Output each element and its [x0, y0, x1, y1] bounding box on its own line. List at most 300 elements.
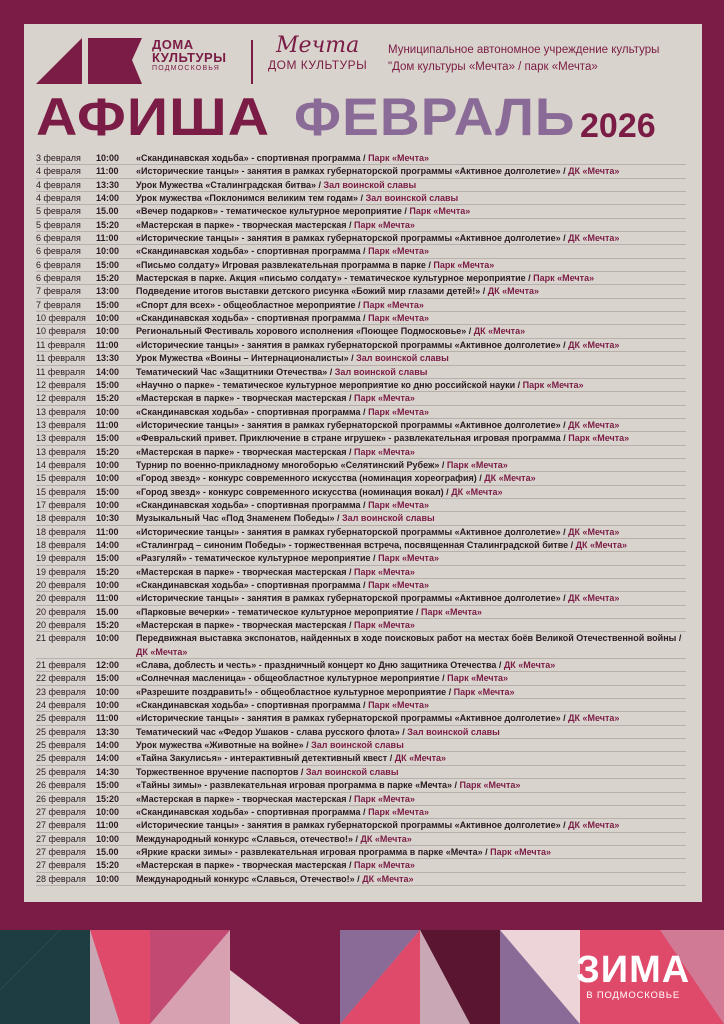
event-title: «Спорт для всех» - общеобластное мероприятие / — [136, 299, 361, 310]
event-place: ДК «Мечта» — [568, 820, 620, 831]
event-title: «Тайна Закулисья» - интерактивный детективный квест / — [136, 753, 393, 764]
event-row — [36, 165, 686, 178]
event-date: 27 февраля — [36, 846, 86, 857]
event-title: «Мастерская в парке» - творческая мастерская / — [136, 793, 352, 804]
event-description — [136, 712, 686, 724]
event-row — [36, 699, 686, 712]
event-date: 24 февраля — [36, 700, 86, 711]
event-date: 7 февраля — [36, 299, 81, 310]
event-time: 13:30 — [96, 179, 120, 190]
event-title: Урок мужества «Поклонимся великим тем годам» / — [136, 193, 364, 204]
event-description — [136, 352, 686, 364]
event-place: Парк «Мечта» — [453, 686, 515, 697]
event-place: Парк «Мечта» — [433, 259, 495, 270]
event-description — [136, 659, 686, 671]
event-time: 14:00 — [96, 539, 120, 550]
event-time: 10:00 — [96, 499, 120, 510]
mechta-logo — [268, 34, 367, 72]
event-time: 11:00 — [96, 233, 119, 244]
org-name — [388, 42, 688, 76]
event-description — [136, 686, 686, 698]
event-time: 15:00 — [96, 486, 120, 497]
event-place: Парк «Мечта» — [368, 806, 429, 817]
event-description — [136, 432, 686, 444]
event-time: 15:00 — [96, 259, 120, 270]
event-place: Зал воинской славы — [356, 353, 449, 364]
event-time: 13:00 — [96, 286, 120, 297]
event-date: 27 февраля — [36, 833, 86, 844]
event-title: Урок Мужества «Воины – Интернационалисты» / — [136, 353, 354, 364]
event-description — [136, 179, 686, 191]
event-row — [36, 285, 686, 298]
event-description — [136, 259, 686, 271]
event-time: 15:20 — [96, 393, 120, 404]
org-line2: "Дом культуры «Мечта» / парк «Мечта» — [388, 61, 598, 73]
event-row — [36, 392, 686, 405]
event-title: «Скандинавская ходьба» - спортивная программа / — [136, 153, 366, 163]
event-place: Парк «Мечта» — [522, 379, 584, 390]
event-description — [136, 552, 686, 564]
event-date: 25 февраля — [36, 713, 86, 724]
event-row — [36, 446, 686, 459]
event-date: 25 февраля — [36, 740, 86, 751]
org-line1: Муниципальное автономное учреждение культуры — [388, 44, 660, 56]
dk-line2: КУЛЬТУРЫ — [152, 50, 227, 65]
event-date: 18 февраля — [36, 526, 86, 537]
event-row — [36, 619, 686, 632]
event-title: Музыкальный Час «Под Знаменем Победы» / — [136, 513, 340, 524]
event-description — [136, 152, 686, 164]
event-date: 20 февраля — [36, 580, 86, 590]
event-title: «Разрешите поздравить!» - общеобластное культурное мероприятие / — [136, 686, 452, 697]
event-date: 11 февраля — [36, 353, 86, 364]
event-date: 12 февраля — [36, 379, 86, 390]
event-title: «Скандинавская ходьба» - спортивная программа / — [136, 246, 366, 257]
event-row — [36, 712, 686, 725]
event-title: «Исторические танцы» - занятия в рамках губернаторской программы «Активное долголетие» / — [136, 713, 566, 724]
event-time: 10:00 — [96, 473, 120, 484]
event-row — [36, 566, 686, 579]
event-place: Парк «Мечта» — [447, 673, 509, 684]
event-time: 10:00 — [96, 806, 120, 817]
event-row — [36, 459, 686, 472]
event-description — [136, 299, 686, 311]
event-place: Зал воинской славы — [342, 513, 435, 524]
dk-line3: ПОДМОСКОВЬЯ — [152, 65, 221, 72]
event-title: Подведение итогов выставки детского рисунка «Божий мир глазами детей!» / — [136, 286, 486, 297]
event-time: 10:00 — [96, 313, 120, 324]
event-time: 15.00 — [96, 606, 119, 617]
event-time: 14:00 — [96, 366, 120, 377]
event-time: 13:30 — [96, 726, 120, 737]
event-row — [36, 686, 686, 699]
event-description — [136, 806, 686, 818]
event-description — [136, 739, 686, 751]
event-date: 21 февраля — [36, 633, 86, 644]
event-date: 13 февраля — [36, 406, 86, 417]
event-date: 27 февраля — [36, 820, 86, 831]
event-row — [36, 819, 686, 832]
event-title: Тематический час «Федор Ушаков - слава русского флота» / — [136, 726, 405, 737]
event-time: 11:00 — [96, 166, 119, 177]
event-description — [136, 232, 686, 244]
event-title: Урок Мужества «Сталинградская битва» / — [136, 179, 321, 190]
event-place: Зал воинской славы — [323, 179, 417, 190]
event-title: «Научно о парке» - тематическое культурное мероприятие ко дню российской науки / — [136, 379, 521, 390]
event-place: Парк «Мечта» — [490, 846, 552, 857]
event-time: 10:00 — [96, 833, 120, 844]
event-place: Зал воинской славы — [365, 193, 459, 204]
event-place: ДК «Мечта» — [568, 713, 620, 724]
event-title: «Скандинавская ходьба» - спортивная программа / — [136, 580, 366, 590]
event-date: 19 февраля — [36, 553, 86, 564]
event-place: ДК «Мечта» — [503, 660, 556, 671]
event-description — [136, 579, 686, 591]
event-row — [36, 352, 686, 365]
event-place: ДК «Мечта» — [568, 166, 620, 177]
event-row — [36, 659, 686, 672]
event-date: 18 февраля — [36, 513, 86, 524]
event-date: 25 февраля — [36, 753, 86, 764]
event-time: 11:00 — [96, 820, 119, 831]
event-description — [136, 766, 686, 778]
event-date: 25 февраля — [36, 766, 86, 777]
event-place: ДК «Мечта» — [484, 473, 536, 484]
event-time: 11:00 — [96, 526, 119, 537]
event-date: 15 февраля — [36, 486, 86, 497]
event-description — [136, 245, 686, 257]
event-time: 10:00 — [96, 686, 120, 697]
mechta-sub: ДОМ КУЛЬТУРЫ — [268, 58, 368, 72]
event-time: 12:00 — [96, 660, 120, 671]
event-description — [136, 285, 686, 297]
title-year: 2026 — [580, 107, 656, 145]
event-description — [136, 632, 686, 658]
event-title: «Парковые вечерки» - тематическое культурное мероприятие / — [136, 606, 419, 617]
event-place: Парк «Мечта» — [533, 273, 595, 284]
event-row — [36, 205, 686, 218]
event-place: Парк «Мечта» — [354, 566, 415, 577]
event-row — [36, 272, 686, 285]
event-place: ДК «Мечта» — [451, 486, 503, 497]
event-place: Зал воинской славы — [311, 740, 404, 751]
event-row — [36, 152, 686, 165]
event-time: 15:00 — [96, 379, 120, 390]
event-description — [136, 312, 686, 324]
event-description — [136, 339, 686, 351]
event-date: 3 февраля — [36, 153, 81, 163]
event-row — [36, 419, 686, 432]
event-time: 14:00 — [96, 753, 120, 764]
event-title: «Исторические танцы» - занятия в рамках губернаторской программы «Активное долголетие» / — [136, 419, 566, 430]
event-row — [36, 672, 686, 685]
event-description — [136, 726, 686, 738]
event-title: Региональный Фестиваль хорового исполнения «Поющее Подмосковье» / — [136, 326, 472, 337]
event-place: ДК «Мечта» — [568, 339, 620, 350]
event-description — [136, 379, 686, 391]
event-description — [136, 325, 686, 337]
title-afisha: АФИША — [36, 88, 271, 147]
event-title: «Тайны зимы» - развлекательная игровая программа в парке «Мечта» / — [136, 780, 458, 791]
event-title: Тематический Час «Защитники Отечества» / — [136, 366, 333, 377]
event-date: 19 февраля — [36, 566, 86, 577]
event-date: 5 февраля — [36, 219, 81, 230]
event-date: 13 февраля — [36, 419, 86, 430]
event-title: «Яркие краски зимы» - развлекательная игровая программа в парке «Мечта» / — [136, 846, 488, 857]
event-time: 15:20 — [96, 566, 120, 577]
event-title: «Мастерская в парке» - творческая мастерская / — [136, 219, 352, 230]
event-row — [36, 379, 686, 392]
event-title: «Вечер подарков» - тематическое культурное мероприятие / — [136, 206, 407, 217]
event-row — [36, 486, 686, 499]
event-place: Парк «Мечта» — [378, 553, 439, 564]
event-row — [36, 793, 686, 806]
event-date: 13 февраля — [36, 433, 86, 444]
event-date: 11 февраля — [36, 339, 86, 350]
event-description — [136, 446, 686, 458]
event-time: 10:00 — [96, 700, 120, 711]
event-row — [36, 472, 686, 485]
event-row — [36, 739, 686, 752]
event-description — [136, 566, 686, 578]
event-date: 18 февраля — [36, 539, 86, 550]
event-time: 10:00 — [96, 580, 120, 590]
event-description — [136, 752, 686, 764]
dk-brand — [152, 38, 226, 74]
event-date: 15 февраля — [36, 473, 86, 484]
event-row — [36, 552, 686, 565]
event-title: «Сталинград – синоним Победы» - торжественная встреча, посвященная Сталинградской битве / — [136, 539, 574, 550]
event-date: 28 февраля — [36, 873, 86, 884]
event-row — [36, 406, 686, 419]
dk-logo-icon — [36, 38, 142, 84]
brand-title: ЗИМА — [576, 949, 691, 991]
event-place: ДК «Мечта» — [568, 419, 620, 430]
event-title: «Исторические танцы» - занятия в рамках губернаторской программы «Активное долголетие» / — [136, 233, 566, 244]
event-row — [36, 846, 686, 859]
event-description — [136, 873, 686, 885]
event-date: 10 февраля — [36, 313, 86, 324]
event-place: Парк «Мечта» — [354, 446, 415, 457]
event-place: Парк «Мечта» — [409, 206, 471, 217]
event-title: Урок мужества «Животные на войне» / — [136, 740, 309, 751]
event-title: «Мастерская в парке» - творческая мастерская / — [136, 620, 352, 631]
event-title: «Мастерская в парке» - творческая мастерская / — [136, 860, 352, 871]
event-description — [136, 833, 686, 845]
event-place: Зал воинской славы — [305, 766, 399, 777]
event-date: 12 февраля — [36, 393, 86, 404]
event-row — [36, 339, 686, 352]
event-row — [36, 859, 686, 872]
event-time: 11:00 — [96, 339, 119, 350]
event-title: Передвижная выставка экспонатов, найденных в ходе поисковых работ на местах боёв Великой Отечественной войны / — [136, 633, 682, 644]
event-description — [136, 205, 686, 217]
event-title: «Исторические танцы» - занятия в рамках губернаторской программы «Активное долголетие» / — [136, 593, 566, 604]
event-title: «Письмо солдату» Игровая развлекательная программа в парке / — [136, 259, 431, 270]
event-title: «Скандинавская ходьба» - спортивная программа / — [136, 806, 366, 817]
event-time: 15:20 — [96, 793, 120, 804]
event-time: 11:00 — [96, 419, 119, 430]
event-title: «Мастерская в парке» - творческая мастерская / — [136, 393, 352, 404]
event-time: 14:00 — [96, 740, 120, 751]
title-month: ФЕВРАЛЬ — [294, 88, 576, 147]
event-row — [36, 779, 686, 792]
header-divider — [251, 40, 253, 84]
event-list — [36, 152, 686, 886]
event-title: Международный конкурс «Славься, Отечество!» / — [136, 873, 360, 884]
event-title: «Мастерская в парке» - творческая мастерская / — [136, 446, 352, 457]
event-row — [36, 539, 686, 552]
event-row — [36, 232, 686, 245]
event-title: «Слава, доблесть и честь» - праздничный концерт ко Дню защитника Отечества / — [136, 660, 502, 671]
winter-brand — [576, 950, 690, 1002]
event-place: Парк «Мечта» — [420, 606, 482, 617]
event-date: 17 февраля — [36, 499, 86, 510]
event-row — [36, 606, 686, 619]
event-title: «Исторические танцы» - занятия в рамках губернаторской программы «Активное долголетие» / — [136, 166, 566, 177]
event-time: 13:30 — [96, 353, 120, 364]
event-title: «Исторические танцы» - занятия в рамках губернаторской программы «Активное долголетие» / — [136, 526, 566, 537]
event-time: 10:00 — [96, 246, 120, 257]
event-description — [136, 392, 686, 404]
event-place: ДК «Мечта» — [568, 233, 620, 244]
event-title: «Мастерская в парке» - творческая мастерская / — [136, 566, 352, 577]
event-row — [36, 325, 686, 338]
event-title: «Разгуляй» - тематическое культурное мероприятие / — [136, 553, 376, 564]
event-time: 10:00 — [96, 873, 120, 884]
event-place: Парк «Мечта» — [568, 433, 630, 444]
event-time: 14:00 — [96, 193, 120, 204]
event-row — [36, 873, 686, 886]
event-place: Парк «Мечта» — [354, 393, 415, 404]
event-place: Парк «Мечта» — [446, 459, 508, 470]
event-description — [136, 499, 686, 511]
event-description — [136, 819, 686, 831]
event-date: 6 февраля — [36, 259, 81, 270]
brand-sub: В ПОДМОСКОВЬЕ — [586, 990, 680, 1001]
event-time: 15:20 — [96, 860, 120, 871]
event-row — [36, 299, 686, 312]
event-time: 10:00 — [96, 406, 120, 417]
event-place: ДК «Мечта» — [568, 593, 620, 604]
event-description — [136, 619, 686, 631]
event-description — [136, 672, 686, 684]
event-date: 25 февраля — [36, 726, 86, 737]
event-title: «Скандинавская ходьба» - спортивная программа / — [136, 313, 366, 324]
event-place: Парк «Мечта» — [354, 219, 415, 230]
event-place: Зал воинской славы — [334, 366, 428, 377]
event-date: 14 февраля — [36, 459, 86, 470]
event-description — [136, 272, 686, 284]
event-row — [36, 432, 686, 445]
event-date: 23 февраля — [36, 686, 86, 697]
event-row — [36, 179, 686, 192]
event-time: 15:20 — [96, 219, 120, 230]
event-place: Парк «Мечта» — [368, 153, 429, 163]
event-place: Парк «Мечта» — [459, 780, 521, 791]
event-time: 15:00 — [96, 433, 120, 444]
event-description — [136, 779, 686, 791]
event-row — [36, 592, 686, 605]
event-place: ДК «Мечта» — [362, 873, 414, 884]
event-row — [36, 219, 686, 232]
event-description — [136, 486, 686, 498]
event-place: Парк «Мечта» — [368, 246, 429, 257]
event-place: ДК «Мечта» — [487, 286, 540, 297]
event-time: 10:30 — [96, 513, 120, 524]
event-date: 27 февраля — [36, 806, 86, 817]
event-date: 20 февраля — [36, 620, 86, 631]
event-title: «Исторические танцы» - занятия в рамках губернаторской программы «Активное долголетие» / — [136, 820, 566, 831]
event-row — [36, 499, 686, 512]
event-title: «Скандинавская ходьба» - спортивная программа / — [136, 406, 366, 417]
event-date: 7 февраля — [36, 286, 81, 297]
event-row — [36, 752, 686, 765]
event-time: 15.00 — [96, 206, 119, 217]
event-place: Парк «Мечта» — [363, 299, 424, 310]
event-date: 20 февраля — [36, 593, 86, 604]
event-title: Турнир по военно-прикладному многоборью «Селятинский Рубеж» / — [136, 459, 445, 470]
event-place: Парк «Мечта» — [354, 793, 415, 804]
event-place: ДК «Мечта» — [136, 646, 188, 657]
event-time: 15:00 — [96, 780, 120, 791]
event-date: 27 февраля — [36, 860, 86, 871]
event-date: 4 февраля — [36, 193, 81, 204]
event-description — [136, 165, 686, 177]
event-time: 15:20 — [96, 620, 120, 631]
event-row — [36, 632, 686, 659]
event-date: 5 февраля — [36, 206, 81, 217]
event-description — [136, 512, 686, 524]
event-date: 4 февраля — [36, 179, 81, 190]
event-title: «Город звезд» - конкурс современного искусства (номинация хореография) / — [136, 473, 482, 484]
event-description — [136, 846, 686, 858]
event-title: «Город звезд» - конкурс современного искусства (номинация вокал) / — [136, 486, 449, 497]
event-date: 10 февраля — [36, 326, 86, 337]
event-title: «Скандинавская ходьба» - спортивная программа / — [136, 499, 366, 510]
event-description — [136, 472, 686, 484]
event-title: Мастерская в парке. Акция «письмо солдату» - тематическое культурное мероприятие / — [136, 273, 531, 284]
event-date: 13 февраля — [36, 446, 86, 457]
event-place: Парк «Мечта» — [354, 620, 415, 631]
event-date: 21 февраля — [36, 660, 86, 671]
event-row — [36, 245, 686, 258]
event-title: «Февральский привет. Приключение в стране игрушек» - развлекательная игровая программа / — [136, 433, 566, 444]
event-date: 6 февраля — [36, 273, 81, 284]
event-place: Парк «Мечта» — [368, 700, 429, 711]
event-description — [136, 459, 686, 471]
event-time: 10:00 — [96, 459, 120, 470]
event-title: «Скандинавская ходьба» - спортивная программа / — [136, 700, 366, 711]
event-place: ДК «Мечта» — [473, 326, 526, 337]
event-date: 11 февраля — [36, 366, 86, 377]
event-description — [136, 592, 686, 604]
event-place: ДК «Мечта» — [394, 753, 447, 764]
event-date: 26 февраля — [36, 780, 86, 791]
event-place: ДК «Мечта» — [568, 526, 620, 537]
event-time: 15:00 — [96, 673, 120, 684]
event-row — [36, 806, 686, 819]
event-description — [136, 419, 686, 431]
event-time: 15:20 — [96, 273, 120, 284]
event-description — [136, 793, 686, 805]
event-time: 11:00 — [96, 713, 119, 724]
event-row — [36, 526, 686, 539]
dk-line1: ДОМА — [152, 37, 194, 52]
event-place: Парк «Мечта» — [354, 860, 415, 871]
event-title: «Солнечная масленица» - общеобластное культурное мероприятие / — [136, 673, 445, 684]
event-row — [36, 766, 686, 779]
